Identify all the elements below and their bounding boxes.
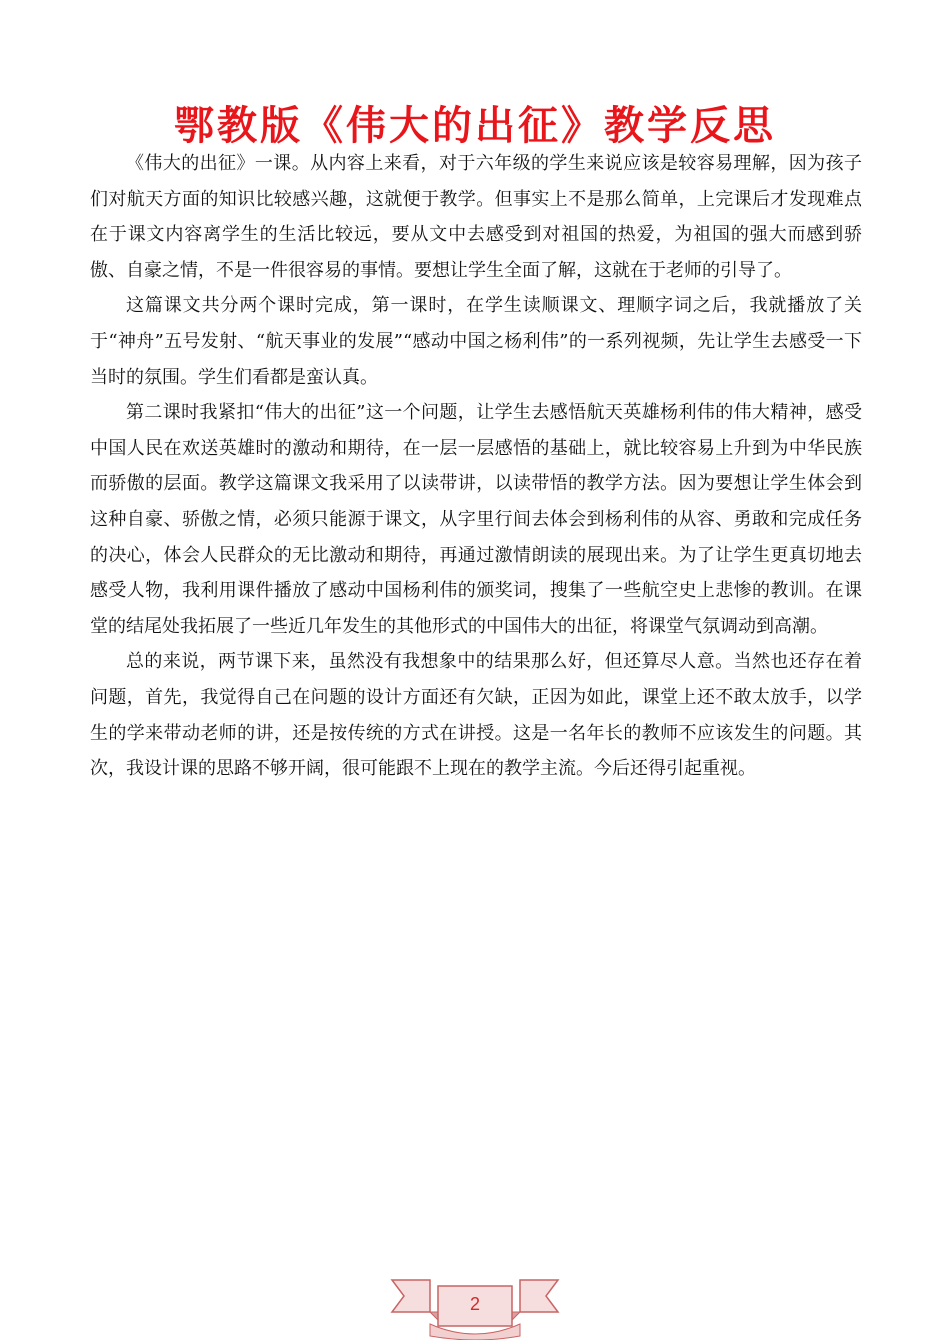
paragraph: 这篇课文共分两个课时完成，第一课时，在学生读顺课文、理顺字词之后，我就播放了关于“神舟”五号发射、“航天事业的发展”“感动中国之杨利伟”的一系列视频，先让学生去感受一下当时的氛围。学生们看都是蛮认真。 xyxy=(90,295,862,388)
page-number: 2 xyxy=(469,1294,480,1314)
page-footer xyxy=(390,1268,560,1340)
paragraph: 总的来说，两节课下来，虽然没有我想象中的结果那么好，但还算尽人意。当然也还存在着问题，首先，我觉得自己在问题的设计方面还有欠缺，正因为如此，课堂上还不敢太放手，以学生的学来带动老师的讲，还是按传统的方式在讲授。这是一名年长的教师不应该发生的问题。其次，我设计课的思路不够开阔，很可能跟不上现在的教学主流。今后还得引起重视。 xyxy=(90,651,862,780)
document-body xyxy=(90,146,862,787)
document-title: 鄂教版《伟大的出征》教学反思 xyxy=(174,103,776,149)
paragraph: 《伟大的出征》一课。从内容上来看，对于六年级的学生来说应该是较容易理解，因为孩子们对航天方面的知识比较感兴趣，这就便于教学。但事实上不是那么简单，上完课后才发现难点在于课文内容离学生的生活比较远，要从文中去感受到对祖国的热爱，为祖国的强大而感到骄傲、自豪之情，不是一件很容易的事情。要想让学生全面了解，这就在于老师的引导了。 xyxy=(90,153,862,281)
paragraph: 第二课时我紧扣“伟大的出征”这一个问题，让学生去感悟航天英雄杨利伟的伟大精神，感受中国人民在欢送英雄时的激动和期待，在一层一层感悟的基础上，就比较容易上升到为中华民族而骄傲的层面。教学这篇课文我采用了以读带讲，以读带悟的教学方法。因为要想让学生体会到这种自豪、骄傲之情，必须只能源于课文，从字里行间去体会到杨利伟的从容、勇敢和完成任务的决心，体会人民群众的无比激动和期待，再通过激情朗读的展现出来。为了让学生更真切地去感受人物，我利用课件播放了感动中国杨利伟的颁奖词，搜集了一些航空史上悲惨的教训。在课堂的结尾处我拓展了一些近几年发生的其他形式的中国伟大的出征，将课堂气氛调动到高潮。 xyxy=(90,402,862,637)
